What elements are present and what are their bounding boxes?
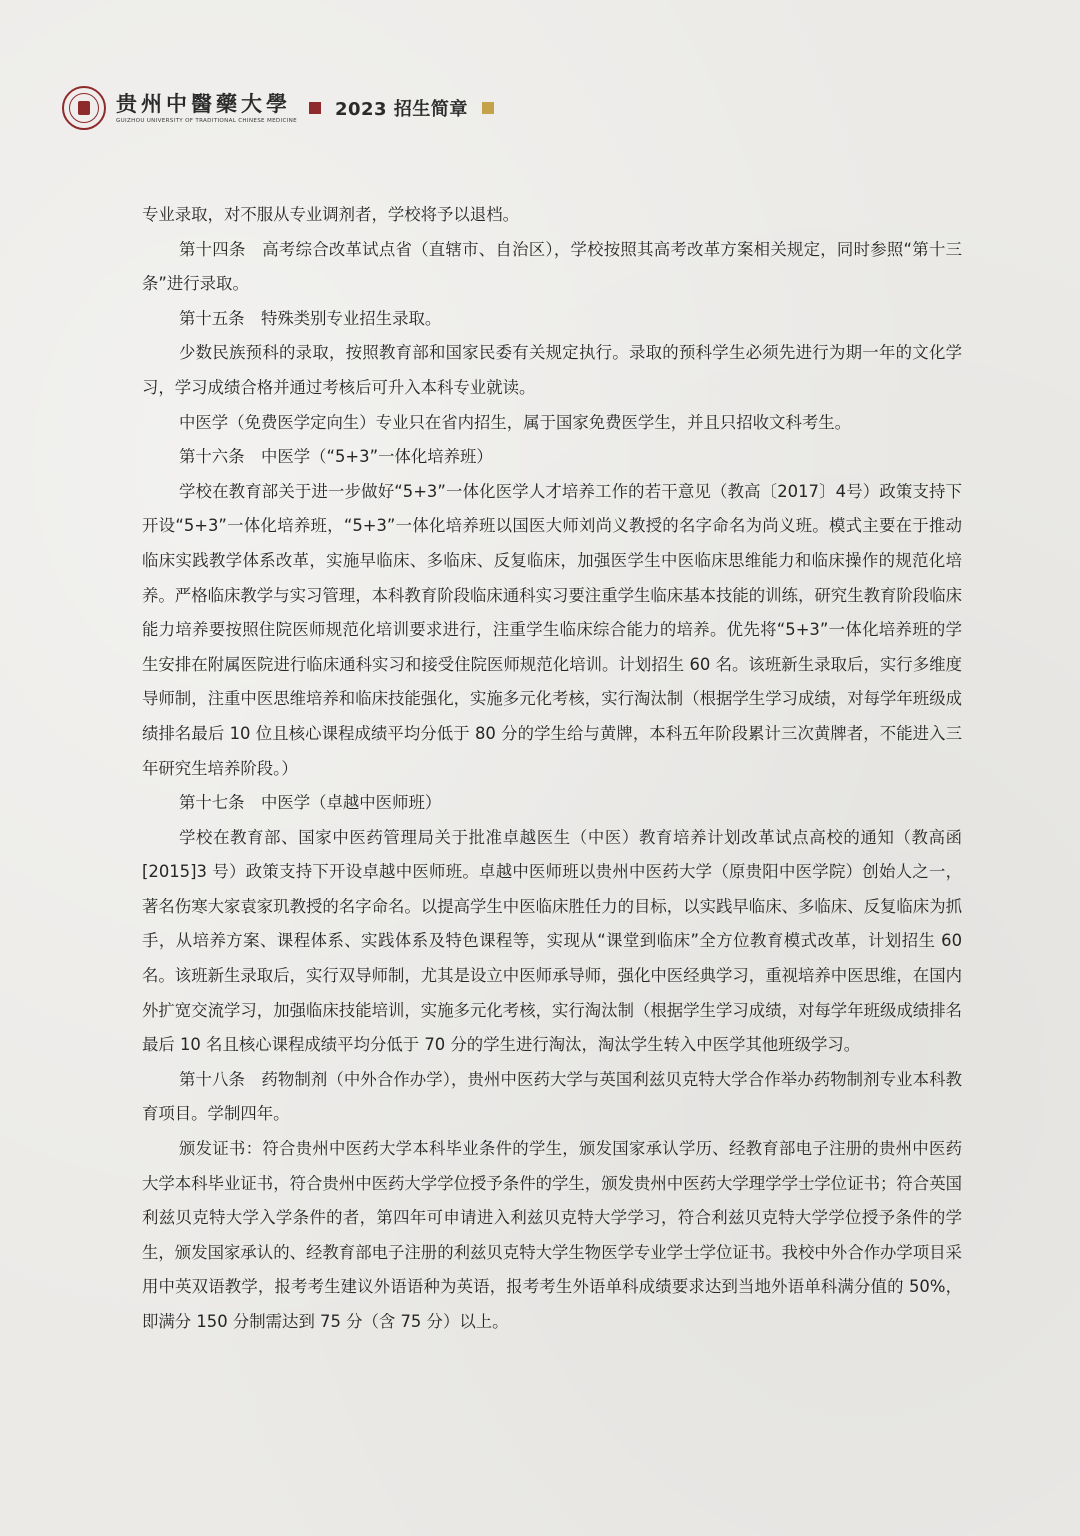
page-header — [62, 84, 494, 132]
paragraph-9: 学校在教育部、国家中医药管理局关于批准卓越医生（中医）教育培养计划改革试点高校的通知（教高函 [2015]3 号）政策支持下开设卓越中医师班。卓越中医师班以贵州中医药大学（原贵阳中医学院）创始人之一，著名伤寒大家袁家玑教授的名字命名。以提高学生中医临床胜任力的目标，以实践早临床、多临床、反复临床为抓手，从培养方案、课程体系、实践体系及特色课程等，实现从“课堂到临床”全方位教育模式改革，计划招生 60 名。该班新生录取后，实行双导师制，尤其是设立中医师承导师，强化中医经典学习，重视培养中医思维，在国内外扩宽交流学习，加强临床技能培训，实施多元化考核，实行淘汰制（根据学生学习成绩，对每学年班级成绩排名最后 10 名且核心课程成绩平均分低于 70 分的学生进行淘汰，淘汰学生转入中医学其他班级学习。 — [142, 827, 962, 1055]
university-name-en: GUIZHOU UNIVERSITY OF TRADITIONAL CHINESE MEDICINE — [116, 117, 297, 124]
article-body — [142, 198, 962, 1340]
gold-square-icon — [482, 102, 494, 114]
document-title: 2023 招生简章 — [334, 99, 468, 120]
paragraph-10: 第十八条 药物制剂（中外合作办学），贵州中医药大学与英国利兹贝克特大学合作举办药物制剂专业本科教育项目。学制四年。 — [142, 1069, 962, 1124]
university-logo-text — [116, 92, 297, 125]
paragraph-6: 第十六条 中医学（“5+3”一体化培养班） — [179, 447, 493, 467]
paragraph-8: 第十七条 中医学（卓越中医师班） — [179, 793, 442, 813]
university-seal-icon — [62, 86, 106, 130]
paragraph-4: 少数民族预科的录取，按照教育部和国家民委有关规定执行。录取的预科学生必须先进行为期一年的文化学习，学习成绩合格并通过考核后可升入本科专业就读。 — [142, 343, 962, 397]
paragraph-5: 中医学（免费医学定向生）专业只在省内招生，属于国家免费医学生，并且只招收文科考生。 — [179, 412, 852, 432]
paragraph-3: 第十五条 特殊类别专业招生录取。 — [179, 308, 442, 328]
red-square-icon — [309, 102, 321, 114]
paragraph-1: 专业录取，对不服从专业调剂者，学校将予以退档。 — [142, 205, 519, 224]
university-name: 贵州中醫藥大學 — [116, 90, 291, 116]
paragraph-7: 学校在教育部关于进一步做好“5+3”一体化医学人才培养工作的若干意见（教高〔2017〕4号）政策支持下开设“5+3”一体化培养班，“5+3”一体化培养班以国医大师刘尚义教授的名字命名为尚义班。模式主要在于推动临床实践教学体系改革，实施早临床、多临床、反复临床，加强医学生中医临床思维能力和临床操作的规范化培养。严格临床教学与实习管理，本科教育阶段临床通科实习要注重学生临床基本技能的训练，研究生教育阶段临床能力培养要按照住院医师规范化培训要求进行，注重学生临床综合能力的培养。优先将“5+3”一体化培养班的学生安排在附属医院进行临床通科实习和接受住院医师规范化培训。计划招生 60 名。该班新生录取后，实行多维度导师制，注重中医思维培养和临床技能强化，实施多元化考核，实行淘汰制（根据学生学习成绩，对每学年班级成绩排名最后 10 位且核心课程成绩平均分低于 80 分的学生给与黄牌，本科五年阶段累计三次黄牌者，不能进入三年研究生培养阶段。） — [142, 481, 962, 778]
paragraph-11: 颁发证书：符合贵州中医药大学本科毕业条件的学生，颁发国家承认学历、经教育部电子注册的贵州中医药大学本科毕业证书，符合贵州中医药大学学位授予条件的学生，颁发贵州中医药大学理学学士学位证书；符合英国利兹贝克特大学入学条件的者，第四年可申请进入利兹贝克特大学学习，符合利兹贝克特大学学位授予条件的学生，颁发国家承认的、经教育部电子注册的利兹贝克特大学生物医学专业学士学位证书。我校中外合作办学项目采用中英双语教学，报考考生建议外语语种为英语，报考考生外语单科成绩要求达到当地外语单科满分值的 50%，即满分 150 分制需达到 75 分（含 75 分）以上。 — [142, 1139, 962, 1331]
paragraph-2: 第十四条 高考综合改革试点省（直辖市、自治区），学校按照其高考改革方案相关规定，同时参照“第十三条”进行录取。 — [142, 239, 962, 294]
